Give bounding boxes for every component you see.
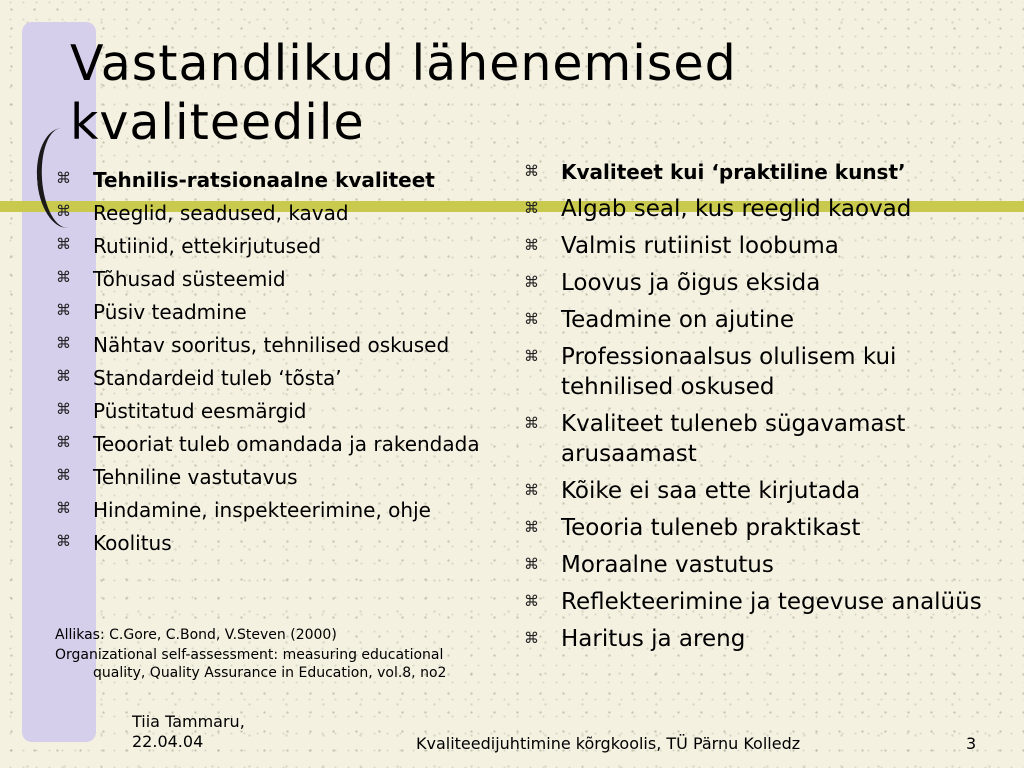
list-item-text: Standardeid tuleb ‘tõsta’ <box>93 366 342 390</box>
list-item <box>524 305 1014 335</box>
list-item-text: Professionaalsus olulisem kui tehnilised oskused <box>561 344 897 400</box>
bullet-icon: ⌘ <box>56 499 71 517</box>
footer-course-title: Kvaliteedijuhtimine kõrgkoolis, TÜ Pärnu Kolledz <box>416 734 801 753</box>
list-item-text: Moraalne vastutus <box>561 552 774 578</box>
list-item-text: Püsiv teadmine <box>93 300 247 324</box>
list-item <box>524 513 1014 543</box>
list-item-text: Püstitatud eesmärgid <box>93 399 307 423</box>
list-item-text: Tehniline vastutavus <box>93 465 298 489</box>
list-item-text: Haritus ja areng <box>561 626 746 652</box>
list-item <box>524 268 1014 298</box>
list-item <box>56 530 506 556</box>
list-item-text: Reeglid, seadused, kavad <box>93 201 349 225</box>
list-item-text: Kvaliteet kui ‘praktiline kunst’ <box>561 160 906 184</box>
list-item <box>524 587 1014 617</box>
bullet-icon: ⌘ <box>524 347 539 365</box>
bullet-icon: ⌘ <box>524 481 539 499</box>
list-item-text: Algab seal, kus reeglid kaovad <box>561 196 912 222</box>
bullet-icon: ⌘ <box>56 466 71 484</box>
bullet-icon: ⌘ <box>524 592 539 610</box>
list-item-text: Kõike ei saa ette kirjutada <box>561 478 861 504</box>
list-item <box>524 550 1014 580</box>
bullet-icon: ⌘ <box>56 169 71 187</box>
list-item-text: Loovus ja õigus eksida <box>561 270 821 296</box>
list-item-text: Nähtav sooritus, tehnilised oskused <box>93 333 450 357</box>
slide-number: 3 <box>966 734 977 753</box>
list-item <box>56 497 506 523</box>
bullet-icon: ⌘ <box>56 268 71 286</box>
list-item <box>524 342 1014 402</box>
list-item <box>56 233 506 259</box>
list-item <box>56 365 506 391</box>
bullet-icon: ⌘ <box>56 202 71 220</box>
bullet-icon: ⌘ <box>524 199 539 217</box>
list-item <box>56 200 506 226</box>
list-item-text: Tehnilis-ratsionaalne kvaliteet <box>93 168 435 192</box>
list-item <box>56 431 506 457</box>
bullet-icon: ⌘ <box>524 236 539 254</box>
list-item <box>56 266 506 292</box>
bullet-icon: ⌘ <box>56 433 71 451</box>
bullet-icon: ⌘ <box>56 301 71 319</box>
list-item <box>56 332 506 358</box>
bullet-icon: ⌘ <box>524 162 539 180</box>
bullet-icon: ⌘ <box>524 555 539 573</box>
bullet-icon: ⌘ <box>524 273 539 291</box>
list-item <box>524 157 1014 187</box>
bullet-icon: ⌘ <box>56 532 71 550</box>
bullet-icon: ⌘ <box>56 235 71 253</box>
list-item-text: Teooriat tuleb omandada ja rakendada <box>93 432 480 456</box>
bullet-icon: ⌘ <box>56 367 71 385</box>
slide-title: Vastandlikud lähenemised kvaliteedile <box>70 35 737 151</box>
list-item <box>56 167 506 193</box>
list-item-text: Valmis rutiinist loobuma <box>561 233 839 259</box>
footer-author-date <box>132 712 245 752</box>
list-item <box>524 624 1014 654</box>
left-bullet-list <box>56 167 506 563</box>
list-item-text: Teooria tuleneb praktikast <box>561 515 861 541</box>
list-item <box>56 398 506 424</box>
list-item <box>524 231 1014 261</box>
list-item-text: Hindamine, inspekteerimine, ohje <box>93 498 431 522</box>
footer-date: 22.04.04 <box>132 732 204 751</box>
bullet-icon: ⌘ <box>56 334 71 352</box>
list-item-text: Reflekteerimine ja tegevuse analüüs <box>561 589 982 615</box>
footer-author: Tiia Tammaru, <box>132 712 245 731</box>
bullet-icon: ⌘ <box>524 414 539 432</box>
list-item <box>56 464 506 490</box>
right-bullet-list <box>524 157 1014 661</box>
source-citation <box>55 626 495 684</box>
list-item-text: Koolitus <box>93 531 172 555</box>
bullet-icon: ⌘ <box>524 629 539 647</box>
list-item-text: Rutiinid, ettekirjutused <box>93 234 322 258</box>
list-item <box>56 299 506 325</box>
bullet-icon: ⌘ <box>56 400 71 418</box>
list-item <box>524 476 1014 506</box>
list-item-text: Teadmine on ajutine <box>561 307 794 333</box>
list-item <box>524 194 1014 224</box>
list-item-text: Tõhusad süsteemid <box>93 267 286 291</box>
bullet-icon: ⌘ <box>524 310 539 328</box>
source-publication: Organizational self-assessment: measuring educational quality, Quality Assurance in Education, vol.8, no2 <box>55 647 447 681</box>
source-authors: Allikas: C.Gore, C.Bond, V.Steven (2000) <box>55 627 337 643</box>
list-item <box>524 409 1014 469</box>
list-item-text: Kvaliteet tuleneb sügavamast arusaamast <box>561 411 906 467</box>
bullet-icon: ⌘ <box>524 518 539 536</box>
